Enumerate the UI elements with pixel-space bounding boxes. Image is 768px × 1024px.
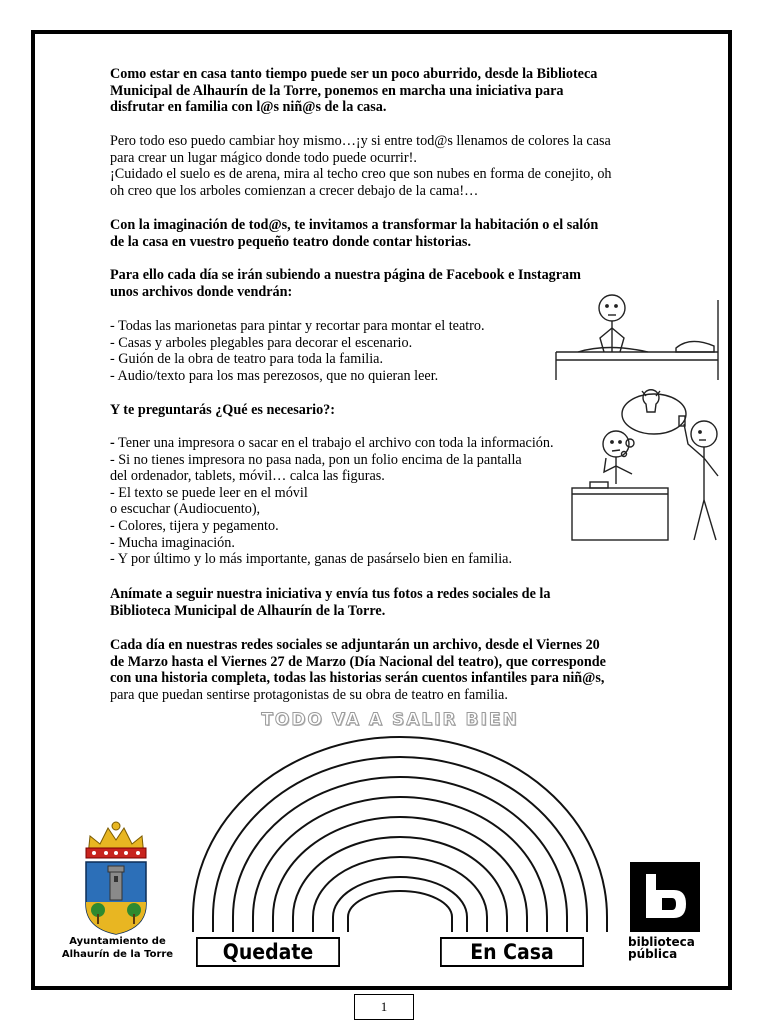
- encourage-paragraph: [110, 586, 550, 619]
- social-line: Para ello cada día se irán subiendo a nuestra página de Facebook e Instagram: [110, 267, 581, 283]
- bored-child-bed-illustration: [548, 288, 728, 382]
- invite-line: Con la imaginación de tod@s, te invitamos a transformar la habitación o el salón: [110, 217, 599, 233]
- list-item: - Guión de la obra de teatro para toda la familia.: [110, 351, 383, 368]
- list-item: - Audio/texto para los mas perezosos, que no quieran leer.: [110, 367, 439, 384]
- question-heading: Y te preguntarás ¿Qué es necesario?:: [110, 402, 335, 418]
- social-paragraph: [110, 267, 581, 300]
- encourage-line: Anímate a seguir nuestra iniciativa y envía tus fotos a redes sociales de la: [110, 586, 551, 602]
- rainbow-illustration: [185, 732, 615, 972]
- intro-paragraph: [110, 66, 597, 116]
- daily-line: para que puedan sentirse protagonistas de su obra de teatro en familia.: [110, 686, 508, 703]
- municipality-line: Alhaurín de la Torre: [61, 949, 174, 960]
- list-dash: -: [110, 435, 115, 451]
- biblioteca-b-icon: [630, 862, 700, 932]
- daily-line: con una historia completa, todas las historias serán cuentos infantiles para niñ@s,: [110, 670, 605, 687]
- list-item: o escuchar (Audiocuento),: [110, 501, 261, 518]
- list-item: - Y por último y lo más importante, ganas de pasárselo bien en familia.: [110, 551, 513, 568]
- intro-line: disfrutar en familia con l@s niñ@s de la casa.: [110, 99, 387, 116]
- social-line: unos archivos donde vendrán:: [110, 283, 293, 300]
- thinking-figures-desk-illustration: [566, 388, 726, 546]
- biblioteca-line: pública: [628, 947, 678, 961]
- biblioteca-logo: [630, 862, 700, 932]
- biblioteca-line: biblioteca: [628, 935, 695, 949]
- list-item: - Si no tienes impresora no pasa nada, pon un folio encima de la pantalla: [110, 451, 522, 468]
- imagine-line: ¡Cuidado el suelo es de arena, mira al techo creo que son nubes en forma de conejito, oh: [110, 166, 612, 183]
- list-item: - Mucha imaginación.: [110, 534, 235, 551]
- imagine-line: Pero todo eso puedo cambiar hoy mismo…¡y si entre tod@s llenamos de colores la casa: [110, 133, 611, 149]
- list-item: - Colores, tijera y pegamento.: [110, 517, 279, 534]
- list-item: - El texto se puede leer en el móvil: [110, 484, 308, 501]
- imagine-line: oh creo que los arboles comienzan a crecer debajo de la cama!…: [110, 182, 479, 199]
- page-number: 1: [354, 994, 414, 1020]
- daily-line: de Marzo hasta el Viernes 27 de Marzo (Día Nacional del teatro), que corresponde: [110, 653, 606, 670]
- encourage-line: Biblioteca Municipal de Alhaurín de la Torre.: [110, 602, 386, 619]
- list-item: [110, 435, 554, 452]
- municipality-line: Ayuntamiento de: [69, 936, 166, 947]
- invite-paragraph: [110, 217, 598, 250]
- imagine-paragraph: [110, 133, 612, 199]
- rainbow-title: TODO VA A SALIR BIEN: [261, 710, 519, 730]
- intro-line: Como estar en casa tanto tiempo puede ser un poco aburrido, desde la Biblioteca: [110, 66, 598, 82]
- files-list: [110, 318, 485, 384]
- daily-line: Cada día en nuestras redes sociales se adjuntarán un archivo, desde el Viernes 20: [110, 637, 600, 653]
- quedate-banner: Quedate: [196, 937, 340, 967]
- list-item: del ordenador, tablets, móvil… calca las figuras.: [110, 468, 385, 485]
- en-casa-banner: En Casa: [440, 937, 584, 967]
- list-item-text: Tener una impresora o sacar en el trabajo el archivo con toda la información.: [114, 435, 554, 451]
- list-item: - Todas las marionetas para pintar y recortar para montar el teatro.: [110, 318, 485, 334]
- biblioteca-caption: [628, 936, 718, 960]
- needs-list: [110, 435, 554, 568]
- daily-paragraph: [110, 637, 606, 703]
- coat-of-arms-icon: [80, 818, 152, 936]
- list-item: - Casas y arboles plegables para decorar el escenario.: [110, 334, 413, 351]
- municipality-caption: [55, 935, 180, 961]
- intro-line: Municipal de Alhaurín de la Torre, ponemos en marcha una iniciativa para: [110, 82, 564, 99]
- invite-line: de la casa en vuestro pequeño teatro donde contar historias.: [110, 233, 471, 250]
- imagine-line: para crear un lugar mágico donde todo puede ocurrir!.: [110, 149, 417, 166]
